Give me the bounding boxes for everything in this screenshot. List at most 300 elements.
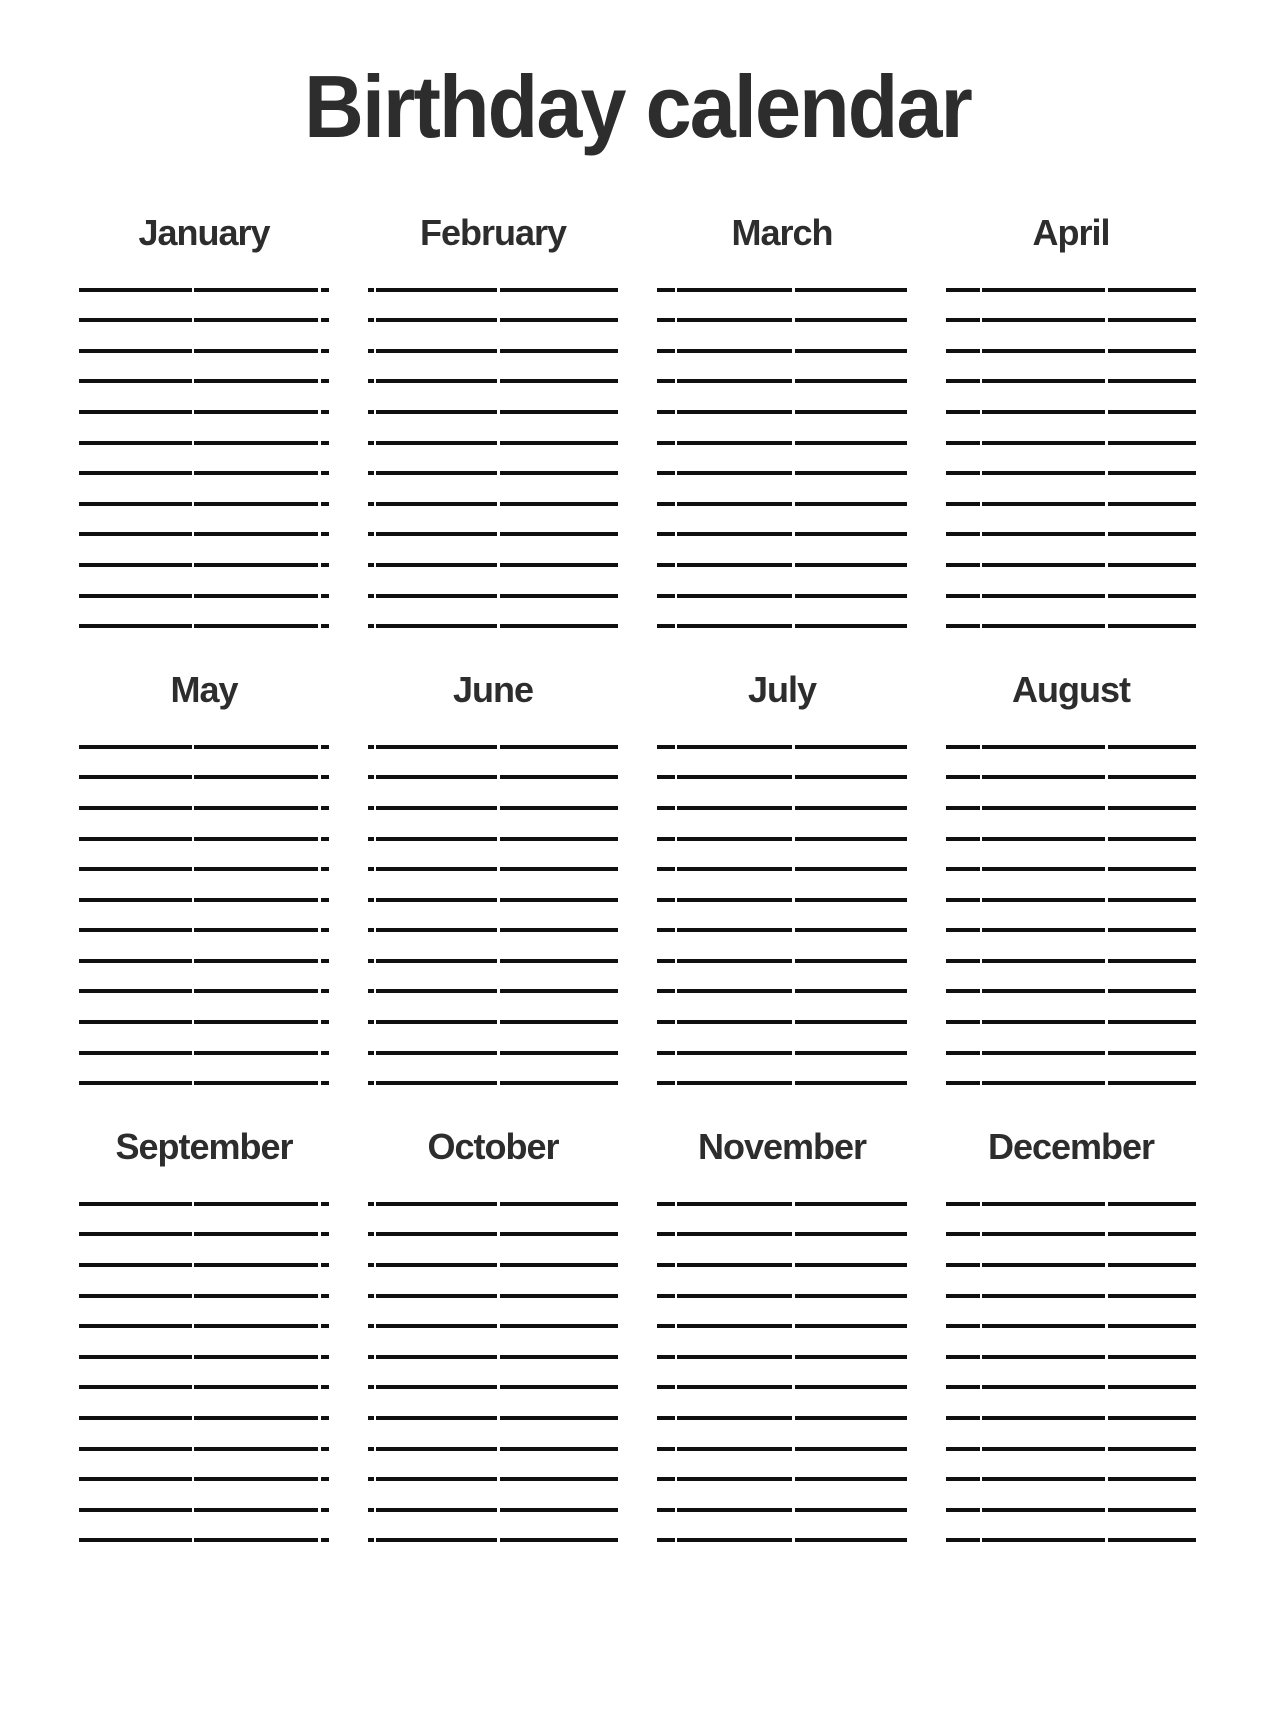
ruled-line [657,1267,907,1298]
line-segment [1108,1051,1196,1055]
line-segment [368,288,374,292]
line-segment [500,1294,618,1298]
line-segment [368,775,374,779]
line-segment [946,1477,980,1481]
line-segment [376,1447,497,1451]
line-segment [500,1324,618,1328]
line-segment [946,379,980,383]
line-segment [657,349,675,353]
line-segment [79,1355,192,1359]
line-segment [376,898,497,902]
line-segment [368,837,374,841]
month-block-october [368,1127,618,1542]
line-segment [946,898,980,902]
ruled-line [79,1359,329,1390]
line-segment [376,1263,497,1267]
line-segment [376,1416,497,1420]
line-segment [1108,1294,1196,1298]
line-segment [657,379,675,383]
line-segment [321,775,329,779]
ruled-line [79,1328,329,1359]
line-segment [795,624,907,628]
line-segment [321,1081,329,1085]
line-segment [982,471,1105,475]
line-segment [376,1232,497,1236]
line-segment [657,1508,675,1512]
ruled-line [368,1389,618,1420]
line-segment [1108,594,1196,598]
line-segment [1108,1538,1196,1542]
line-segment [194,410,318,414]
line-segment [376,1294,497,1298]
ruled-line [657,1175,907,1206]
line-segment [79,624,192,628]
ruled-line [368,902,618,933]
line-segment [500,1081,618,1085]
month-block-april [946,213,1196,628]
line-segment [376,594,497,598]
line-segment [500,1232,618,1236]
line-segment [376,775,497,779]
line-segment [946,318,980,322]
line-segment [795,441,907,445]
line-segment [657,775,675,779]
line-segment [1108,928,1196,932]
line-segment [321,1324,329,1328]
ruled-line [657,1055,907,1086]
ruled-line [946,1024,1196,1055]
line-segment [500,1416,618,1420]
ruled-line [946,445,1196,476]
ruled-line [657,567,907,598]
month-lines [368,718,618,1085]
line-segment [795,1051,907,1055]
line-segment [1108,837,1196,841]
ruled-line [946,383,1196,414]
line-segment [677,1447,792,1451]
ruled-line [946,1236,1196,1267]
line-segment [1108,989,1196,993]
ruled-line [79,261,329,292]
month-block-august [946,670,1196,1085]
line-segment [657,806,675,810]
line-segment [500,898,618,902]
line-segment [321,1508,329,1512]
ruled-line [946,1267,1196,1298]
line-segment [376,959,497,963]
line-segment [677,837,792,841]
line-segment [376,1385,497,1389]
line-segment [1108,624,1196,628]
line-segment [677,806,792,810]
line-segment [677,624,792,628]
line-segment [321,745,329,749]
line-segment [368,410,374,414]
line-segment [795,1294,907,1298]
line-segment [79,318,192,322]
line-segment [795,745,907,749]
line-segment [368,1508,374,1512]
line-segment [194,502,318,506]
line-segment [1108,502,1196,506]
line-segment [376,1355,497,1359]
line-segment [368,1202,374,1206]
line-segment [657,563,675,567]
line-segment [376,532,497,536]
line-segment [368,1051,374,1055]
line-segment [79,806,192,810]
line-segment [194,1232,318,1236]
line-segment [677,594,792,598]
line-segment [982,1263,1105,1267]
month-title: October [427,1126,559,1168]
line-segment [982,1051,1105,1055]
line-segment [79,989,192,993]
line-segment [321,1020,329,1024]
line-segment [982,989,1105,993]
ruled-line [657,749,907,780]
line-segment [795,806,907,810]
ruled-line [368,1420,618,1451]
line-segment [946,837,980,841]
line-segment [1108,806,1196,810]
ruled-line [657,445,907,476]
line-segment [500,745,618,749]
line-segment [1108,959,1196,963]
line-segment [500,1020,618,1024]
line-segment [677,1324,792,1328]
line-segment [79,898,192,902]
line-segment [79,959,192,963]
ruled-line [368,506,618,537]
ruled-line [657,1298,907,1329]
line-segment [376,1051,497,1055]
line-segment [946,1355,980,1359]
line-segment [946,745,980,749]
line-segment [321,410,329,414]
line-segment [368,471,374,475]
ruled-line [368,536,618,567]
line-segment [795,502,907,506]
month-lines [657,718,907,1085]
line-segment [376,1538,497,1542]
ruled-line [368,749,618,780]
line-segment [657,898,675,902]
line-segment [500,441,618,445]
ruled-line [946,841,1196,872]
line-segment [657,959,675,963]
month-lines [368,261,618,628]
month-block-january [79,213,329,628]
line-segment [946,532,980,536]
line-segment [1108,898,1196,902]
ruled-line [946,567,1196,598]
ruled-line [946,1359,1196,1390]
ruled-line [368,1024,618,1055]
ruled-line [657,718,907,749]
line-segment [194,867,318,871]
line-segment [321,928,329,932]
ruled-line [946,779,1196,810]
line-segment [500,379,618,383]
ruled-line [368,292,618,323]
line-segment [657,745,675,749]
page-title: Birthday calendar [304,57,971,156]
line-segment [500,1508,618,1512]
line-segment [982,624,1105,628]
ruled-line [368,261,618,292]
line-segment [982,1294,1105,1298]
line-segment [677,502,792,506]
line-segment [677,1081,792,1085]
month-lines [657,261,907,628]
line-segment [795,318,907,322]
month-title: May [170,669,238,711]
line-segment [657,1385,675,1389]
line-segment [376,989,497,993]
line-segment [946,288,980,292]
ruled-line [79,1389,329,1420]
ruled-line [368,1175,618,1206]
line-segment [946,441,980,445]
ruled-line [368,1328,618,1359]
line-segment [79,379,192,383]
line-segment [946,1385,980,1389]
line-segment [795,898,907,902]
ruled-line [79,932,329,963]
line-segment [795,1232,907,1236]
line-segment [1108,1202,1196,1206]
line-segment [368,1477,374,1481]
ruled-line [79,1206,329,1237]
line-segment [321,1385,329,1389]
line-segment [1108,1508,1196,1512]
ruled-line [946,322,1196,353]
month-block-september [79,1127,329,1542]
line-segment [795,989,907,993]
line-segment [500,806,618,810]
line-segment [677,563,792,567]
line-segment [376,1202,497,1206]
line-segment [657,471,675,475]
line-segment [368,563,374,567]
line-segment [677,318,792,322]
ruled-line [946,1055,1196,1086]
line-segment [795,1263,907,1267]
line-segment [1108,410,1196,414]
ruled-line [79,841,329,872]
line-segment [79,1232,192,1236]
line-segment [368,898,374,902]
line-segment [982,1538,1105,1542]
line-segment [1108,1447,1196,1451]
line-segment [194,1416,318,1420]
month-block-march [657,213,907,628]
ruled-line [79,1236,329,1267]
line-segment [982,1416,1105,1420]
ruled-line [368,718,618,749]
line-segment [194,1355,318,1359]
line-segment [677,288,792,292]
line-segment [795,1081,907,1085]
line-segment [79,1508,192,1512]
ruled-line [368,841,618,872]
ruled-line [368,598,618,629]
line-segment [677,1385,792,1389]
ruled-line [946,902,1196,933]
line-segment [376,471,497,475]
ruled-line [946,536,1196,567]
ruled-line [657,810,907,841]
line-segment [657,1477,675,1481]
ruled-line [79,1481,329,1512]
line-segment [657,502,675,506]
line-segment [79,288,192,292]
month-block-december [946,1127,1196,1542]
ruled-line [79,993,329,1024]
line-segment [500,1051,618,1055]
line-segment [1108,867,1196,871]
line-segment [982,1324,1105,1328]
line-segment [657,1355,675,1359]
line-segment [194,624,318,628]
line-segment [321,288,329,292]
line-segment [376,288,497,292]
ruled-line [946,1420,1196,1451]
line-segment [657,1416,675,1420]
line-segment [982,745,1105,749]
line-segment [376,806,497,810]
line-segment [368,502,374,506]
line-segment [321,318,329,322]
line-segment [500,837,618,841]
line-segment [1108,745,1196,749]
line-segment [982,563,1105,567]
line-segment [500,288,618,292]
line-segment [1108,1020,1196,1024]
line-segment [321,624,329,628]
ruled-line [946,1389,1196,1420]
line-segment [194,989,318,993]
ruled-line [657,993,907,1024]
ruled-line [79,810,329,841]
month-title: June [452,669,534,711]
month-block-november [657,1127,907,1542]
ruled-line [946,414,1196,445]
line-segment [79,1020,192,1024]
line-segment [376,624,497,628]
line-segment [368,989,374,993]
line-segment [657,1294,675,1298]
line-segment [795,532,907,536]
line-segment [1108,1416,1196,1420]
line-segment [795,1477,907,1481]
ruled-line [79,292,329,323]
line-segment [946,1263,980,1267]
line-segment [321,1202,329,1206]
line-segment [500,532,618,536]
line-segment [368,318,374,322]
line-segment [79,563,192,567]
ruled-line [657,1206,907,1237]
line-segment [795,1508,907,1512]
ruled-line [946,1328,1196,1359]
line-segment [982,1232,1105,1236]
line-segment [500,594,618,598]
ruled-line [368,963,618,994]
month-title: August [1012,669,1130,711]
line-segment [79,1202,192,1206]
line-segment [1108,441,1196,445]
ruled-line [946,598,1196,629]
line-segment [677,379,792,383]
line-segment [194,837,318,841]
line-segment [79,532,192,536]
line-segment [376,1508,497,1512]
line-segment [79,1447,192,1451]
line-segment [677,532,792,536]
ruled-line [657,383,907,414]
ruled-line [657,1451,907,1482]
line-segment [946,1020,980,1024]
line-segment [368,1020,374,1024]
line-segment [321,379,329,383]
line-segment [321,989,329,993]
line-segment [368,1447,374,1451]
ruled-line [79,963,329,994]
ruled-line [657,932,907,963]
line-segment [194,959,318,963]
line-segment [79,867,192,871]
line-segment [194,1081,318,1085]
line-segment [982,806,1105,810]
line-segment [946,502,980,506]
line-segment [321,1416,329,1420]
line-segment [368,1538,374,1542]
line-segment [79,594,192,598]
line-segment [795,1447,907,1451]
line-segment [376,1324,497,1328]
line-segment [321,1447,329,1451]
line-segment [677,1294,792,1298]
line-segment [982,867,1105,871]
line-segment [946,410,980,414]
line-segment [657,1324,675,1328]
ruled-line [368,475,618,506]
ruled-line [946,261,1196,292]
calendar-grid [79,213,1196,1542]
ruled-line [368,1055,618,1086]
ruled-line [79,353,329,384]
line-segment [677,1020,792,1024]
line-segment [982,288,1105,292]
line-segment [376,318,497,322]
line-segment [321,532,329,536]
ruled-line [946,993,1196,1024]
line-segment [982,594,1105,598]
line-segment [677,867,792,871]
line-segment [795,563,907,567]
month-title: January [138,212,270,253]
ruled-line [946,1175,1196,1206]
line-segment [795,867,907,871]
month-lines [946,1175,1196,1542]
ruled-line [657,1481,907,1512]
line-segment [1108,349,1196,353]
ruled-line [946,1298,1196,1329]
ruled-line [368,932,618,963]
line-segment [79,1538,192,1542]
